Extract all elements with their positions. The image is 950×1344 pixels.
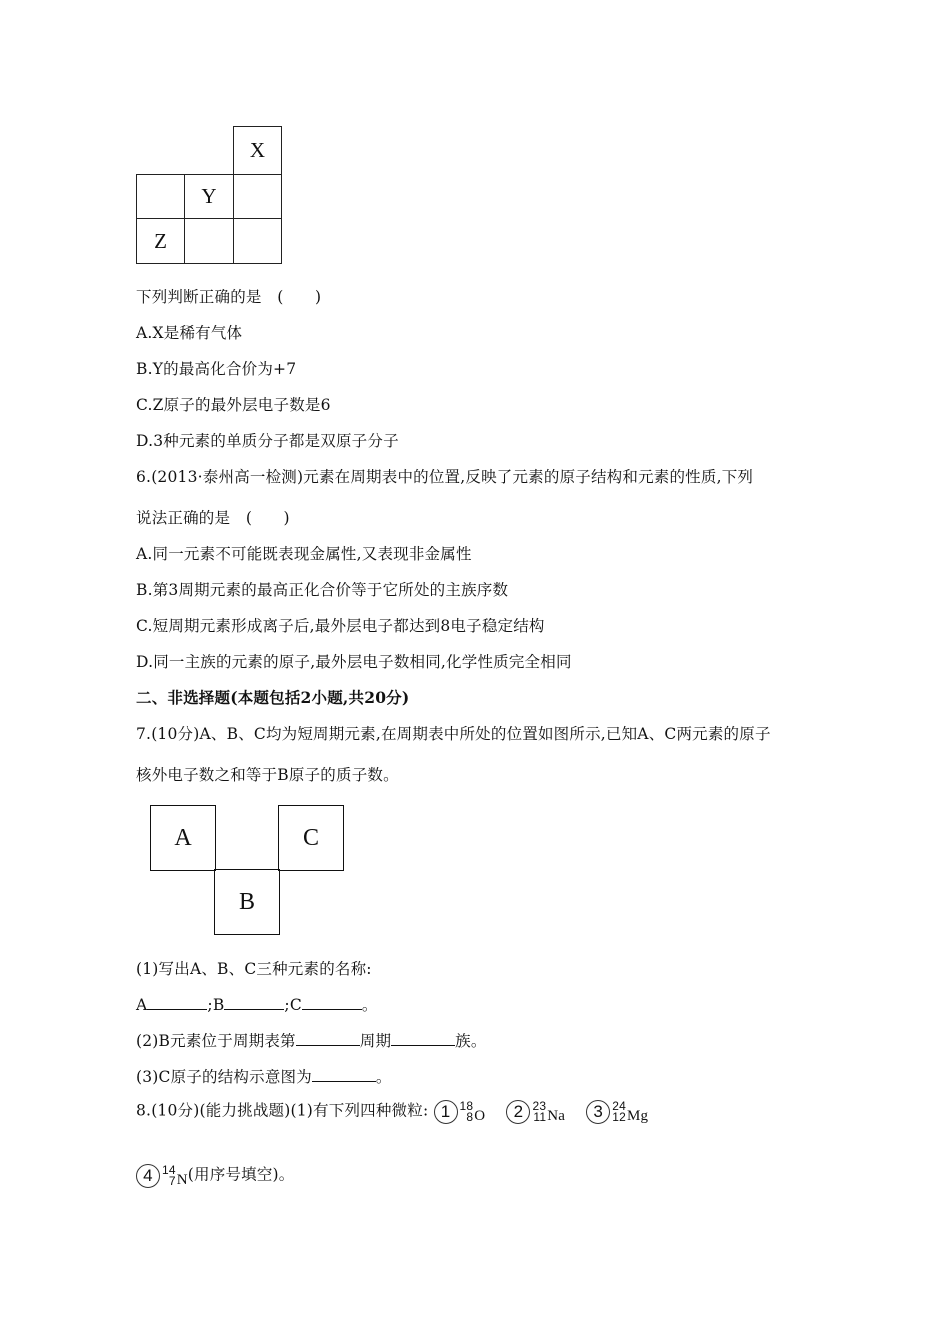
sub2-part1: (2)B元素位于周期表第 — [136, 1032, 296, 1050]
q8-line2 — [136, 1162, 295, 1189]
grid-cell-x — [233, 126, 282, 175]
answer-blank-c[interactable] — [302, 995, 362, 1010]
answer-end: 。 — [361, 996, 378, 1014]
circled-number-2: 2 — [506, 1100, 530, 1124]
circled-number-4: 4 — [136, 1164, 160, 1188]
sub2-part3: 族。 — [455, 1032, 487, 1050]
q7-sub1-answers — [136, 993, 378, 1015]
cell-label-y: Y — [201, 184, 217, 208]
element-symbol: Na — [547, 1108, 566, 1124]
atomic-number: 8 — [466, 1109, 474, 1124]
q8-tail: (用序号填空)。 — [187, 1165, 295, 1184]
element-symbol: N — [176, 1172, 188, 1188]
cell-label-z: Z — [154, 228, 167, 253]
q6-option-c: C.短周期元素形成离子后,最外层电子都达到8电子稳定结构 — [136, 617, 545, 635]
cell-label-b: B — [238, 888, 255, 915]
atomic-number: 12 — [612, 1109, 626, 1124]
grid-cell-y — [184, 174, 234, 219]
answer-label-a: A — [136, 996, 148, 1014]
answer-label-c: ;C — [284, 996, 302, 1014]
cell-label-x: X — [249, 138, 266, 162]
grid-cell-empty — [233, 218, 282, 264]
q6-stem-line1: 6.(2013·泰州高一检测)元素在周期表中的位置,反映了元素的原子结构和元素的性质,下列 — [136, 468, 754, 486]
particle-2 — [506, 1098, 565, 1125]
particle-1 — [434, 1098, 486, 1125]
element-symbol: Mg — [627, 1108, 649, 1124]
element-symbol: O — [474, 1108, 486, 1124]
sub3-end: 。 — [375, 1068, 392, 1086]
atomic-number: 11 — [533, 1109, 547, 1124]
grid-cell-empty — [136, 174, 185, 219]
mass-number: 14 — [162, 1162, 176, 1177]
mass-number: 23 — [532, 1098, 547, 1113]
q7-stem-line1: 7.(10分)A、B、C均为短周期元素,在周期表中所处的位置如图所示,已知A、C两元素的原子 — [136, 725, 771, 743]
answer-blank-structure[interactable] — [312, 1067, 376, 1082]
particle-4 — [136, 1162, 188, 1189]
q6-option-d: D.同一主族的元素的原子,最外层电子数相同,化学性质完全相同 — [136, 653, 572, 671]
q8-line1 — [136, 1098, 664, 1125]
q7-sub1: (1)写出A、B、C三种元素的名称: — [136, 960, 372, 978]
q7-sub3 — [136, 1065, 392, 1087]
q5-option-c: C.Z原子的最外层电子数是6 — [136, 396, 331, 414]
cell-label-c: C — [302, 824, 319, 851]
circled-number-1: 1 — [434, 1100, 458, 1124]
q5-option-a: A.X是稀有气体 — [136, 324, 243, 342]
q7-sub2 — [136, 1029, 487, 1051]
q7-stem-line2: 核外电子数之和等于B原子的质子数。 — [136, 766, 399, 784]
answer-blank-group[interactable] — [391, 1031, 455, 1046]
answer-blank-b[interactable] — [224, 995, 284, 1010]
q6-option-b: B.第3周期元素的最高正化合价等于它所处的主族序数 — [136, 581, 509, 599]
q5-option-b: B.Y的最高化合价为+7 — [136, 360, 297, 378]
grid-cell-empty — [233, 174, 282, 219]
sub2-part2: 周期 — [359, 1032, 392, 1050]
particle-3 — [586, 1098, 648, 1125]
sub3-part1: (3)C原子的结构示意图为 — [136, 1068, 312, 1086]
grid-cell-a — [150, 805, 216, 871]
q6-stem-line2: 说法正确的是 ( ) — [136, 509, 290, 527]
cell-label-a: A — [174, 824, 192, 851]
grid-cell-z — [136, 218, 185, 264]
q6-option-a: A.同一元素不可能既表现金属性,又表现非金属性 — [136, 545, 472, 563]
q5-stem: 下列判断正确的是 ( ) — [136, 288, 322, 306]
answer-blank-a[interactable] — [147, 995, 207, 1010]
mass-number: 18 — [459, 1098, 474, 1113]
grid-cell-c — [278, 805, 344, 871]
mass-number: 24 — [612, 1098, 626, 1113]
q5-option-d: D.3种元素的单质分子都是双原子分子 — [136, 432, 399, 450]
atomic-number: 7 — [168, 1173, 176, 1188]
grid-cell-b — [214, 869, 280, 935]
section-heading: 二、非选择题(本题包括2小题,共20分) — [136, 688, 410, 707]
answer-label-b: ;B — [207, 996, 225, 1014]
answer-blank-period[interactable] — [296, 1031, 360, 1046]
q8-stem: 8.(10分)(能力挑战题)(1)有下列四种微粒: — [136, 1101, 429, 1120]
grid-cell-empty — [184, 218, 234, 264]
circled-number-3: 3 — [586, 1100, 610, 1124]
